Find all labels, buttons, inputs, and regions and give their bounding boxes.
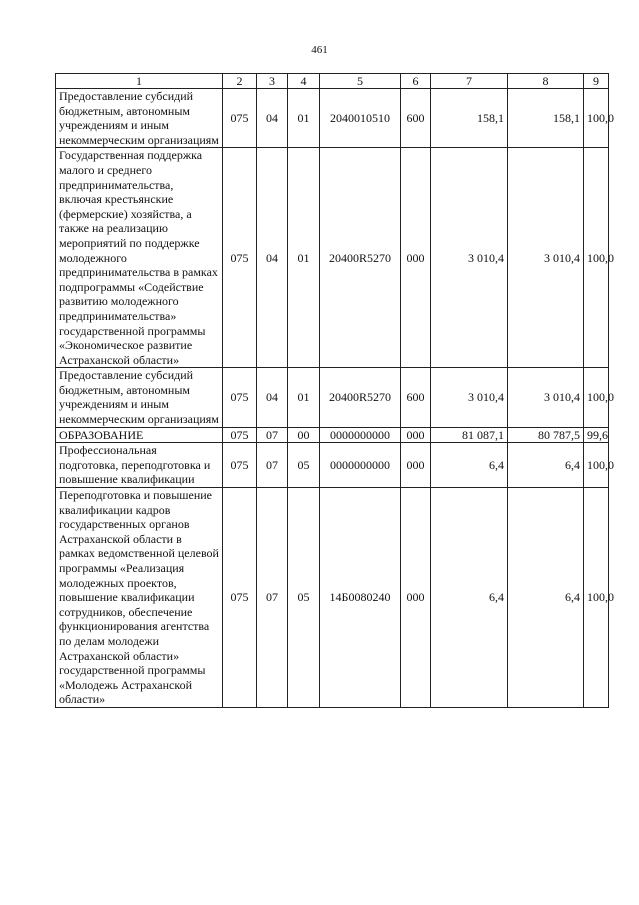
- cell-percent: 100,0: [584, 488, 609, 708]
- cell-value-7: 6,4: [431, 488, 508, 708]
- column-header: 8: [508, 74, 584, 89]
- cell-code-5: 14Б0080240: [320, 488, 401, 708]
- cell-code-6: 600: [401, 89, 431, 148]
- cell-percent: 100,0: [584, 368, 609, 427]
- column-header: 6: [401, 74, 431, 89]
- cell-code-6: 600: [401, 368, 431, 427]
- cell-code-4: 05: [288, 488, 320, 708]
- cell-percent: 100,0: [584, 148, 609, 368]
- cell-code-2: 075: [223, 443, 257, 488]
- row-name: Профессиональная подготовка, переподготовка и повышение квалификации: [56, 443, 223, 488]
- cell-value-8: 3 010,4: [508, 368, 584, 427]
- cell-code-3: 07: [257, 488, 288, 708]
- cell-code-4: 01: [288, 368, 320, 427]
- table-row: [56, 427, 609, 443]
- cell-percent: 99,6: [584, 427, 609, 443]
- cell-value-7: 6,4: [431, 443, 508, 488]
- row-name: ОБРАЗОВАНИЕ: [56, 427, 223, 443]
- cell-code-5: 0000000000: [320, 427, 401, 443]
- cell-code-5: 0000000000: [320, 443, 401, 488]
- row-name: Переподготовка и повышение квалификации кадров государственных органов Астраханской области в рамках ведомственной целевой программы «Реализация молодежных проектов, повышение квалификации сотрудников, обеспечение функционирования агентства по делам молодежи Астраханской области» государственной программы «Молодежь Астраханской области»: [56, 488, 223, 708]
- column-header: 7: [431, 74, 508, 89]
- cell-code-4: 01: [288, 89, 320, 148]
- cell-code-2: 075: [223, 148, 257, 368]
- cell-value-8: 6,4: [508, 443, 584, 488]
- column-header: 2: [223, 74, 257, 89]
- cell-code-3: 04: [257, 148, 288, 368]
- row-name: Предоставление субсидий бюджетным, автономным учреждениям и иным некоммерческим организациям: [56, 89, 223, 148]
- cell-code-4: 00: [288, 427, 320, 443]
- cell-value-7: 158,1: [431, 89, 508, 148]
- cell-percent: 100,0: [584, 443, 609, 488]
- cell-percent: 100,0: [584, 89, 609, 148]
- cell-code-3: 07: [257, 427, 288, 443]
- cell-code-3: 04: [257, 368, 288, 427]
- page-number: 461: [311, 44, 328, 56]
- cell-value-8: 3 010,4: [508, 148, 584, 368]
- column-header: 4: [288, 74, 320, 89]
- table-header-row: [56, 74, 609, 89]
- column-header: 1: [56, 74, 223, 89]
- table-row: [56, 148, 609, 368]
- column-header: 5: [320, 74, 401, 89]
- cell-code-6: 000: [401, 488, 431, 708]
- table-row: [56, 368, 609, 427]
- cell-code-6: 000: [401, 148, 431, 368]
- table-row: [56, 443, 609, 488]
- cell-value-8: 158,1: [508, 89, 584, 148]
- table-row: [56, 488, 609, 708]
- cell-code-2: 075: [223, 488, 257, 708]
- cell-value-7: 3 010,4: [431, 148, 508, 368]
- cell-value-8: 6,4: [508, 488, 584, 708]
- table-row: [56, 89, 609, 148]
- column-header: 9: [584, 74, 609, 89]
- column-header: 3: [257, 74, 288, 89]
- cell-code-5: 2040010510: [320, 89, 401, 148]
- row-name: Предоставление субсидий бюджетным, автономным учреждениям и иным некоммерческим организациям: [56, 368, 223, 427]
- cell-code-6: 000: [401, 427, 431, 443]
- cell-value-7: 81 087,1: [431, 427, 508, 443]
- cell-value-7: 3 010,4: [431, 368, 508, 427]
- cell-code-3: 07: [257, 443, 288, 488]
- budget-table: [55, 73, 614, 708]
- cell-code-4: 05: [288, 443, 320, 488]
- cell-code-5: 20400R5270: [320, 148, 401, 368]
- cell-code-4: 01: [288, 148, 320, 368]
- cell-code-5: 20400R5270: [320, 368, 401, 427]
- row-name: Государственная поддержка малого и среднего предпринимательства, включая крестьянские (фермерские) хозяйства, а также на реализацию мероприятий по поддержке молодежного предпринимательства в рамках подпрограммы «Содействие развитию молодежного предпринимательства» государственной программы «Экономическое развитие Астраханской области»: [56, 148, 223, 368]
- cell-code-6: 000: [401, 443, 431, 488]
- cell-code-2: 075: [223, 89, 257, 148]
- cell-value-8: 80 787,5: [508, 427, 584, 443]
- cell-code-2: 075: [223, 368, 257, 427]
- cell-code-2: 075: [223, 427, 257, 443]
- cell-code-3: 04: [257, 89, 288, 148]
